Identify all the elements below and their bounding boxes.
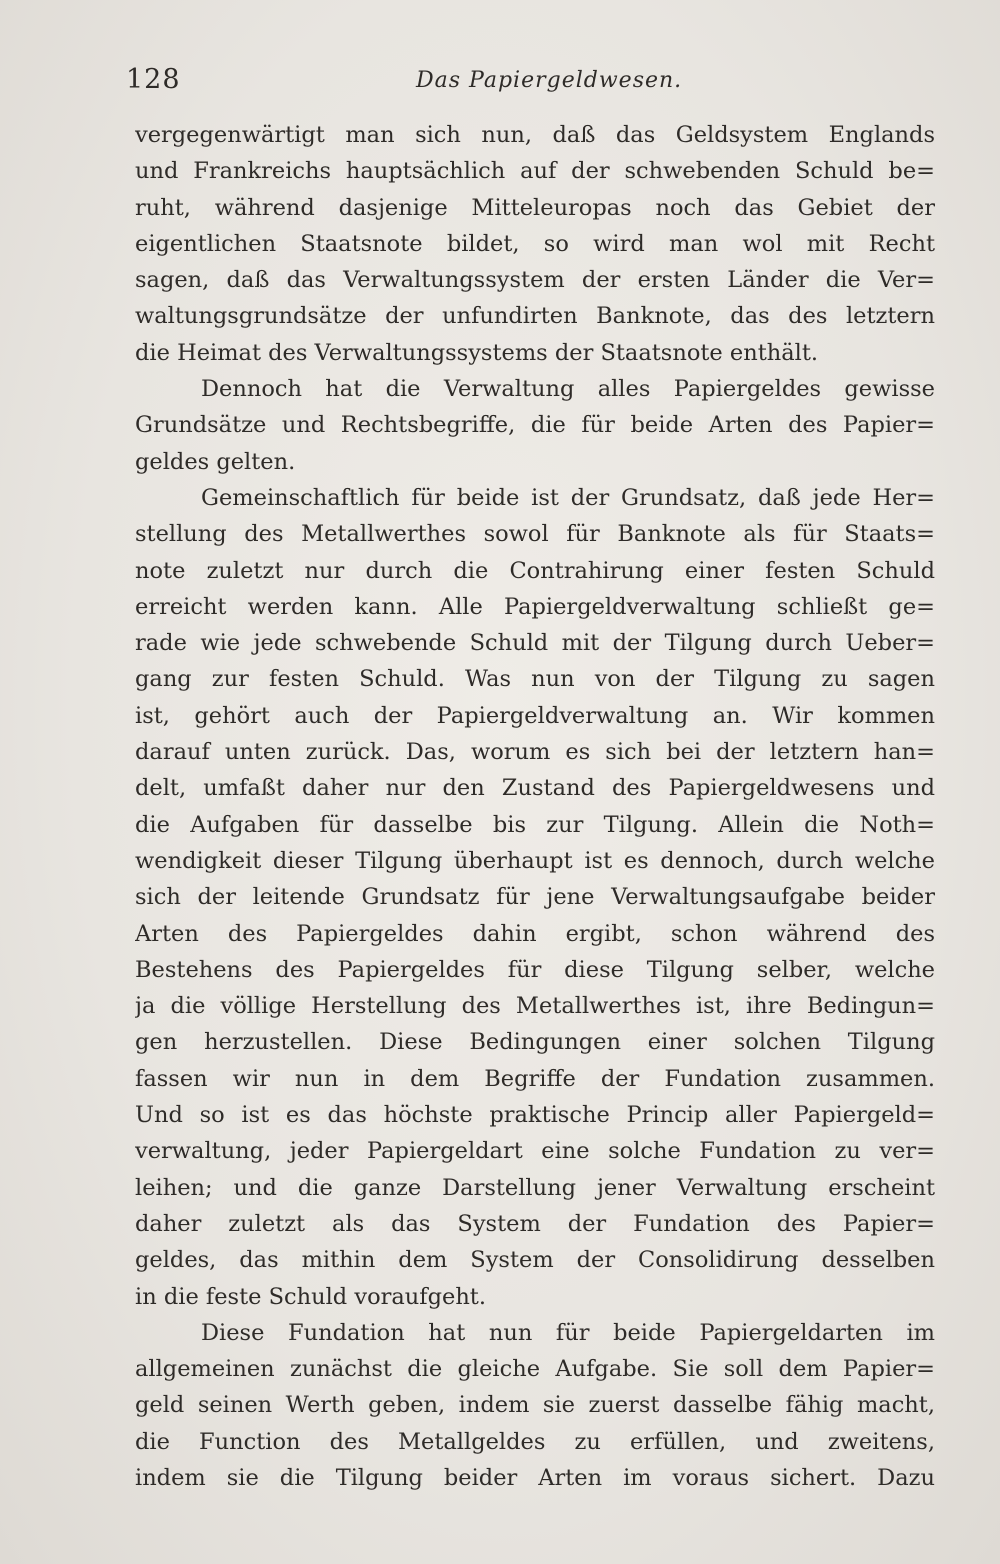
text-line: vergegenwärtigt man sich nun, daß das Geldsystem Englands [135, 122, 935, 148]
text-line: wendigkeit dieser Tilgung überhaupt ist es dennoch, durch welche [135, 847, 935, 874]
text-line: leihen; und die ganze Darstellung jener Verwaltung erscheint [135, 1174, 935, 1201]
text-line: allgemeinen zunächst die gleiche Aufgabe. Sie soll dem Papier= [135, 1356, 935, 1383]
text-line: Arten des Papiergeldes dahin ergibt, schon während des [135, 920, 935, 947]
text-line: und Frankreichs hauptsächlich auf der schwebenden Schuld be= [135, 158, 935, 185]
text-line: die Heimat des Verwaltungssystems der Staatsnote enthält. [135, 339, 819, 366]
text-line: in die feste Schuld voraufgeht. [135, 1283, 487, 1310]
text-line: geld seinen Werth geben, indem sie zuerst dasselbe fähig macht, [135, 1392, 935, 1419]
page-header [126, 64, 936, 104]
text-line: ja die völlige Herstellung des Metallwerthes ist, ihre Bedingun= [135, 993, 935, 1020]
text-line: stellung des Metallwerthes sowol für Banknote als für Staats= [135, 521, 935, 548]
paragraph-4 [135, 1315, 935, 1496]
paragraph-3 [135, 480, 935, 1315]
text-line: Dennoch hat die Verwaltung alles Papiergeldes gewisse [201, 376, 935, 403]
text-line: ist, gehört auch der Papiergeldverwaltung an. Wir kommen [135, 702, 935, 729]
text-line: die Aufgaben für dasselbe bis zur Tilgung. Allein die Noth= [135, 811, 935, 838]
paragraph-1 [135, 117, 935, 371]
text-line: delt, umfaßt daher nur den Zustand des Papiergeldwesens und [135, 775, 935, 802]
text-line: gang zur festen Schuld. Was nun von der Tilgung zu sagen [135, 666, 935, 693]
text-line: sagen, daß das Verwaltungssystem der ersten Länder die Ver= [135, 267, 935, 294]
text-line: note zuletzt nur durch die Contrahirung einer festen Schuld [135, 557, 935, 584]
text-line: sich der leitende Grundsatz für jene Verwaltungsaufgabe beider [135, 884, 935, 911]
text-line: Grundsätze und Rechtsbegriffe, die für beide Arten des Papier= [135, 412, 935, 439]
text-line: waltungsgrundsätze der unfundirten Banknote, das des letztern [135, 303, 935, 330]
body-text [135, 117, 935, 1496]
page-number: 128 [126, 64, 181, 95]
text-line: geldes gelten. [135, 448, 296, 475]
text-line: Diese Fundation hat nun für beide Papiergeldarten im [201, 1319, 935, 1346]
text-line: ruht, während dasjenige Mitteleuropas noch das Gebiet der [135, 194, 935, 221]
text-line: daher zuletzt als das System der Fundation des Papier= [135, 1210, 935, 1237]
text-line: verwaltung, jeder Papiergeldart eine solche Fundation zu ver= [135, 1138, 935, 1165]
text-line: Gemeinschaftlich für beide ist der Grundsatz, daß jede Her= [201, 484, 935, 511]
text-line: Und so ist es das höchste praktische Princip aller Papiergeld= [135, 1102, 935, 1129]
text-line: gen herzustellen. Diese Bedingungen einer solchen Tilgung [135, 1029, 935, 1056]
text-line: erreicht werden kann. Alle Papiergeldverwaltung schließt ge= [135, 593, 935, 620]
text-line: indem sie die Tilgung beider Arten im voraus sichert. Dazu [135, 1464, 935, 1491]
text-line: eigentlichen Staatsnote bildet, so wird man wol mit Recht [135, 230, 935, 257]
text-line: Bestehens des Papiergeldes für diese Tilgung selber, welche [135, 956, 935, 983]
text-line: die Function des Metallgeldes zu erfüllen, und zweitens, [135, 1428, 935, 1455]
running-title: Das Papiergeldwesen. [416, 68, 683, 93]
text-line: geldes, das mithin dem System der Consolidirung desselben [135, 1247, 935, 1274]
text-line: darauf unten zurück. Das, worum es sich bei der letztern han= [135, 739, 935, 766]
text-line: fassen wir nun in dem Begriffe der Fundation zusammen. [135, 1065, 935, 1092]
text-line: rade wie jede schwebende Schuld mit der Tilgung durch Ueber= [135, 630, 935, 657]
paragraph-2 [135, 371, 935, 480]
